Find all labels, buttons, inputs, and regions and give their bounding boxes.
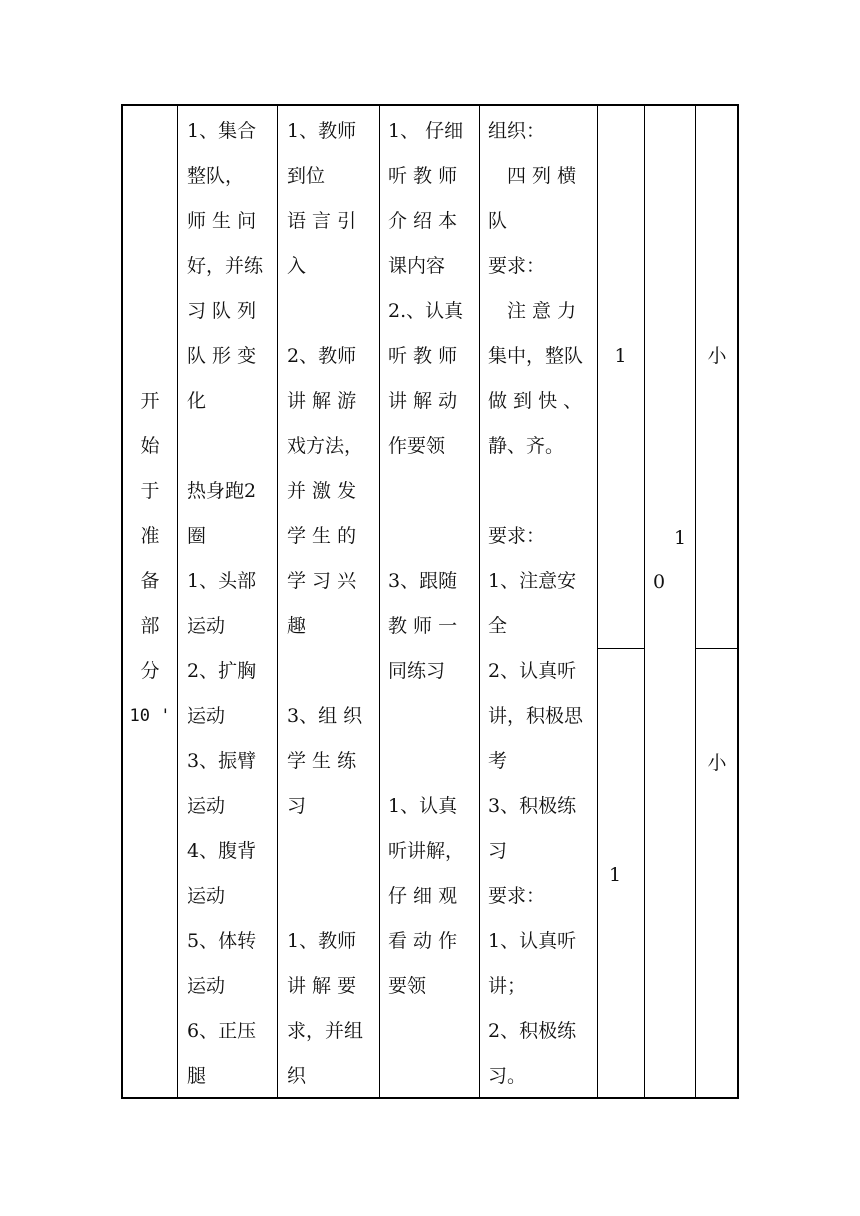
teacher-activity-line: 1、教师 — [287, 930, 357, 952]
teacher-activity-line: 入 — [287, 255, 307, 277]
column-divider — [695, 106, 696, 1097]
teacher-activity-line — [287, 289, 371, 334]
organization-line: 习。 — [488, 1065, 527, 1087]
content-line: 运动 — [187, 705, 226, 727]
organization-line: 讲，积极思 — [488, 705, 584, 727]
column-divider — [177, 106, 178, 1097]
column-divider — [644, 106, 645, 1097]
lesson-plan-table — [121, 104, 739, 1099]
organization-line: 要求： — [488, 885, 546, 907]
teacher-activity-line: 织 — [287, 1065, 307, 1087]
section-char: 分 — [140, 660, 160, 682]
teacher-activity-line: 语 言 引 — [287, 210, 357, 232]
content-line: 运动 — [187, 795, 226, 817]
organization-line: 3、积极练 — [488, 795, 577, 817]
organization-line: 2、积极练 — [488, 1020, 577, 1042]
teacher-activity-line: 习 — [287, 795, 307, 817]
organization-line: 2、认真听 — [488, 660, 577, 682]
teacher-activity-line — [287, 649, 371, 694]
organization-line: 1、认真听 — [488, 930, 577, 952]
section-char: 备 — [140, 570, 160, 592]
student-activity-line: 1、 仔细 — [388, 120, 464, 142]
student-activity-line: 3、跟随 — [388, 570, 458, 592]
organization-line: 四 列 横 — [488, 165, 577, 187]
teacher-activity-line: 讲 解 游 — [287, 390, 357, 412]
content-line: 好，并练 — [187, 255, 264, 277]
student-activity-line: 听 教 师 — [388, 345, 458, 367]
student-activity-line — [388, 514, 472, 559]
content-line: 3、振臂 — [187, 750, 257, 772]
organization-column — [488, 109, 590, 1099]
content-line: 圈 — [187, 525, 207, 547]
student-activity-line: 同练习 — [388, 660, 446, 682]
section-time: 10 ' — [129, 706, 171, 726]
student-activity-line: 听 教 师 — [388, 165, 458, 187]
organization-line: 全 — [488, 615, 508, 637]
content-line: 6、正压 — [187, 1020, 257, 1042]
teacher-activity-line: 2、教师 — [287, 345, 357, 367]
student-activity-line: 1、认真 — [388, 795, 458, 817]
total-time-digit: 0 — [652, 571, 666, 593]
intensity-lower: 小 — [707, 752, 727, 774]
organization-line: 队 — [488, 210, 508, 232]
content-line: 队 形 变 — [187, 345, 257, 367]
teacher-activity-column — [287, 109, 371, 1099]
student-activity-line: 2.、认真 — [388, 300, 464, 322]
student-activity-line: 听讲解， — [388, 840, 465, 862]
section-char: 开 — [140, 390, 160, 412]
student-activity-line — [388, 469, 472, 514]
intensity-upper: 小 — [707, 345, 727, 367]
organization-line: 集中，整队 — [488, 345, 584, 367]
teacher-activity-line: 1、教师 — [287, 120, 357, 142]
organization-line: 静、齐。 — [488, 435, 565, 457]
row-divider — [695, 648, 739, 649]
organization-line: 讲； — [488, 975, 527, 997]
times-lower: 1 — [608, 864, 622, 886]
section-char: 部 — [140, 615, 160, 637]
teacher-activity-line: 学 生 练 — [287, 750, 357, 772]
teacher-activity-line — [287, 829, 371, 874]
column-divider — [379, 106, 380, 1097]
organization-line: 习 — [488, 840, 508, 862]
column-divider — [479, 106, 480, 1097]
content-line: 4、腹背 — [187, 840, 257, 862]
student-activity-line: 作要领 — [388, 435, 446, 457]
section-char: 于 — [140, 480, 160, 502]
content-line: 2、扩胸 — [187, 660, 257, 682]
content-line — [187, 424, 269, 469]
student-activity-line: 要领 — [388, 975, 427, 997]
teacher-activity-line: 趣 — [287, 615, 307, 637]
student-activity-line: 讲 解 动 — [388, 390, 458, 412]
content-line: 师 生 问 — [187, 210, 257, 232]
organization-line — [488, 469, 590, 514]
row-divider — [597, 648, 644, 649]
organization-line: 组织： — [488, 120, 546, 142]
teacher-activity-line: 学 生 的 — [287, 525, 357, 547]
content-line: 整队， — [187, 165, 245, 187]
student-activity-line — [388, 694, 472, 739]
teacher-activity-line: 到位 — [287, 165, 326, 187]
teacher-activity-line: 戏方法， — [287, 435, 364, 457]
student-activity-line: 仔 细 观 — [388, 885, 458, 907]
section-name-column — [123, 379, 177, 739]
student-activity-line: 课内容 — [388, 255, 446, 277]
content-line: 运动 — [187, 615, 226, 637]
organization-line: 要求： — [488, 525, 546, 547]
teacher-activity-line: 求，并组 — [287, 1020, 364, 1042]
column-divider — [597, 106, 598, 1097]
organization-line: 考 — [488, 750, 508, 772]
column-divider — [277, 106, 278, 1097]
section-char: 始 — [140, 435, 160, 457]
teacher-activity-line: 讲 解 要 — [287, 975, 357, 997]
content-line: 运动 — [187, 885, 226, 907]
student-activity-line: 介 绍 本 — [388, 210, 458, 232]
section-char: 准 — [140, 525, 160, 547]
content-line: 5、体转 — [187, 930, 257, 952]
student-activity-line: 教 师 一 — [388, 615, 458, 637]
teacher-activity-line: 3、组 织 — [287, 705, 363, 727]
organization-line: 注 意 力 — [488, 300, 577, 322]
teacher-activity-line: 学 习 兴 — [287, 570, 357, 592]
content-line: 习 队 列 — [187, 300, 257, 322]
content-line: 腿 — [187, 1065, 207, 1087]
student-activity-column — [388, 109, 472, 1009]
times-upper: 1 — [614, 345, 627, 367]
teacher-activity-line: 并 激 发 — [287, 480, 357, 502]
total-time-digit: 1 — [673, 527, 687, 549]
organization-line: 要求： — [488, 255, 546, 277]
content-line: 运动 — [187, 975, 226, 997]
teacher-activity-line — [287, 874, 371, 919]
student-activity-line: 看 动 作 — [388, 930, 458, 952]
content-line: 1、集合 — [187, 120, 257, 142]
content-column — [187, 109, 269, 1099]
content-line: 1、头部 — [187, 570, 257, 592]
content-line: 化 — [187, 390, 207, 412]
organization-line: 做 到 快 、 — [488, 390, 583, 412]
content-line: 热身跑2 — [187, 480, 257, 502]
student-activity-line — [388, 739, 472, 784]
organization-line: 1、注意安 — [488, 570, 577, 592]
